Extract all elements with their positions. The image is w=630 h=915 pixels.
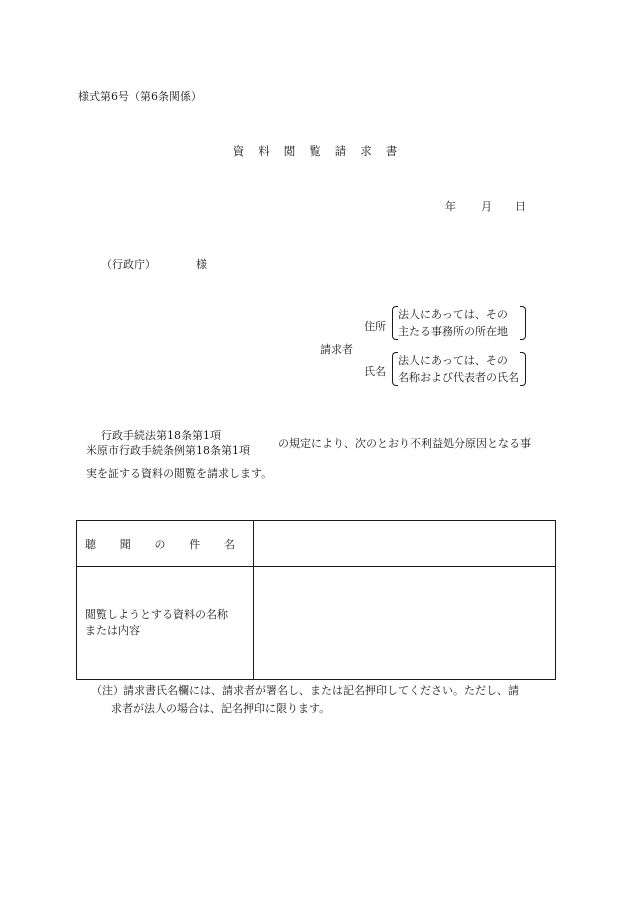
note-line1: 請求書氏名欄には、請求者が署名し、または記名押印してください。ただし、請 — [123, 684, 519, 697]
name-note — [392, 352, 526, 386]
label-char: 聞 — [119, 537, 131, 551]
addressee-agency: （行政庁） — [101, 258, 156, 271]
requested-material-value[interactable] — [254, 567, 556, 680]
address-label: 住所 — [364, 320, 386, 333]
addressee-honorific: 様 — [196, 258, 207, 271]
date-year: 年 — [445, 200, 456, 213]
name-note-line2: 名称および代表者の氏名 — [398, 371, 519, 384]
requested-material-label-line1: 閲覧しようとする資料の名称 — [85, 608, 228, 621]
title-char: 求 — [360, 144, 372, 158]
document-title — [0, 143, 630, 159]
requested-material-label — [85, 607, 245, 639]
hearing-title-value[interactable] — [254, 521, 556, 567]
request-table — [76, 520, 556, 680]
note-line2: 求者が法人の場合は、記名押印に限ります。 — [111, 702, 331, 715]
title-char: 書 — [385, 144, 398, 158]
title-char: 覧 — [309, 144, 321, 158]
date-month: 月 — [481, 200, 492, 213]
label-char: 名 — [224, 537, 235, 551]
title-char: 閲 — [283, 144, 296, 158]
address-note — [392, 306, 526, 340]
law-reference-2: 米原市行政手続条例第18条第1項 — [86, 444, 250, 457]
name-label: 氏名 — [364, 365, 386, 378]
table-row — [77, 567, 556, 680]
table-row — [77, 521, 556, 567]
body-text-line2: 実を証する資料の閲覧を請求します。 — [86, 467, 273, 480]
date-day: 日 — [515, 200, 526, 213]
requested-material-label-line2: または内容 — [85, 624, 140, 637]
hearing-title-label — [85, 536, 235, 552]
label-char: 聴 — [85, 537, 96, 551]
requested-material-label-cell — [77, 567, 254, 680]
body-text-line1: の規定により、次のとおり不利益処分原因となる事 — [278, 437, 531, 450]
label-char: 件 — [189, 537, 201, 551]
title-char: 資 — [232, 144, 245, 158]
note-prefix: （注） — [91, 684, 124, 697]
title-char: 料 — [258, 144, 270, 158]
form-number: 様式第6号（第6条関係） — [78, 90, 202, 103]
address-note-line2: 主たる事務所の所在地 — [398, 325, 508, 338]
hearing-title-label-cell — [77, 521, 254, 567]
requester-label: 請求者 — [320, 343, 353, 356]
name-note-line1: 法人にあっては、その — [398, 354, 508, 367]
title-char: 請 — [334, 144, 347, 158]
address-note-line1: 法人にあっては、その — [398, 308, 508, 321]
law-reference-1: 行政手続法第18条第1項 — [101, 429, 221, 442]
label-char: の — [154, 537, 166, 551]
